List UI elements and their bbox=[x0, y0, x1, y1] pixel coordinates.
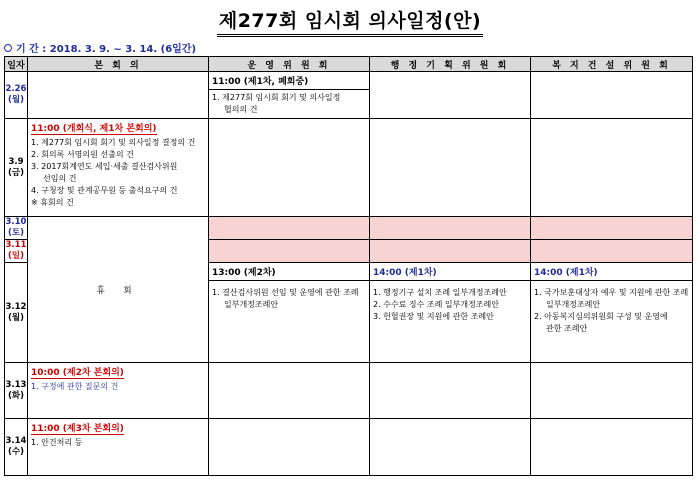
header-date: 일자 bbox=[5, 57, 28, 72]
welfare-cell bbox=[531, 419, 693, 476]
date-cell bbox=[5, 419, 28, 476]
date-text: 3.10 bbox=[5, 217, 27, 227]
header-operations: 운 영 위 원 회 bbox=[209, 57, 370, 72]
row-0314 bbox=[5, 419, 693, 476]
weekend-cell bbox=[209, 217, 370, 240]
row-0309 bbox=[5, 119, 693, 217]
header-welfare: 복 지 건 설 위 원 회 bbox=[531, 57, 693, 72]
day-text: (월) bbox=[8, 312, 24, 323]
session-heading: 11:00 (제1차, 폐회중) bbox=[209, 72, 369, 90]
date-text: 3.12 bbox=[5, 301, 27, 312]
welfare-cell bbox=[531, 263, 693, 363]
agenda-item: 1. 결산검사위원 선임 및 운영에 관한 조례 bbox=[212, 288, 359, 297]
date-text: 3.14 bbox=[5, 436, 27, 446]
agenda-item: 선임의 건 bbox=[43, 174, 77, 183]
plenary-cell bbox=[28, 419, 209, 476]
page-title: 제277회 임시회 의사일정(안) bbox=[217, 6, 483, 37]
agenda-item: 2. 회의록 서명의원 선출의 건 bbox=[31, 150, 134, 159]
welfare-cell bbox=[531, 119, 693, 217]
period-line bbox=[4, 40, 196, 55]
date-cell bbox=[5, 72, 28, 119]
session-heading: 11:00 (개회식, 제1차 본회의) bbox=[31, 124, 157, 134]
day-text: (토) bbox=[8, 228, 24, 238]
date-cell bbox=[5, 119, 28, 217]
row-0310 bbox=[5, 217, 693, 240]
header-admin: 행 정 기 획 위 원 회 bbox=[370, 57, 531, 72]
welfare-cell bbox=[531, 72, 693, 119]
admin-cell bbox=[370, 119, 531, 217]
date-text: 3.9 bbox=[8, 156, 24, 167]
agenda-item: 1. 행정기구 설치 조례 일부개정조례안 bbox=[373, 288, 507, 297]
date-cell bbox=[5, 263, 28, 363]
bullet-circle-icon bbox=[4, 44, 12, 52]
agenda-item: 관한 조례안 bbox=[546, 324, 588, 333]
weekend-cell bbox=[370, 240, 531, 263]
welfare-cell bbox=[531, 363, 693, 419]
day-text: (일) bbox=[8, 251, 24, 261]
agenda-item: 1. 구정에 관한 질문의 건 bbox=[31, 382, 119, 391]
agenda-item: 3. 헌혈권장 및 지원에 관한 조례안 bbox=[373, 312, 494, 321]
operations-cell bbox=[209, 419, 370, 476]
session-heading: 11:00 (제3차 본회의) bbox=[31, 424, 124, 434]
weekend-cell bbox=[531, 240, 693, 263]
header-plenary: 본 회 의 bbox=[28, 57, 209, 72]
date-cell bbox=[5, 217, 28, 240]
operations-cell bbox=[209, 263, 370, 363]
date-cell bbox=[5, 363, 28, 419]
session-heading: 10:00 (제2차 본회의) bbox=[31, 368, 124, 378]
date-text: 2.26 bbox=[5, 84, 27, 94]
agenda-item: 1. 제277회 임시회 회기 및 의사일정 bbox=[212, 93, 341, 102]
agenda-item: 2. 수수료 징수 조례 일부개정조례안 bbox=[373, 300, 499, 309]
header-row bbox=[5, 57, 693, 72]
admin-cell bbox=[370, 263, 531, 363]
day-text: (금) bbox=[8, 167, 24, 178]
schedule-table bbox=[4, 56, 693, 476]
agenda-note: ※ 휴회의 건 bbox=[31, 198, 74, 207]
agenda-item: 3. 2017회계연도 세입·세출 결산검사위원 bbox=[31, 162, 178, 171]
operations-cell bbox=[209, 363, 370, 419]
admin-cell bbox=[370, 363, 531, 419]
agenda-item: 일부개정조례안 bbox=[546, 300, 601, 309]
row-0313 bbox=[5, 363, 693, 419]
agenda-item: 1. 국가보훈대상자 예우 및 지원에 관한 조례 bbox=[534, 288, 689, 297]
agenda-item: 1. 제277회 임시회 회기 및 의사일정 결정의 건 bbox=[31, 138, 196, 147]
day-text: (수) bbox=[8, 447, 24, 457]
operations-cell bbox=[209, 72, 370, 119]
weekend-cell bbox=[209, 240, 370, 263]
row-0226 bbox=[5, 72, 693, 119]
agenda-item: 협의의 건 bbox=[224, 105, 258, 114]
plenary-cell bbox=[28, 363, 209, 419]
period-text: 기 간 : 2018. 3. 9. ~ 3. 14. (6일간) bbox=[16, 44, 197, 55]
agenda-item: 일부개정조례안 bbox=[224, 300, 279, 309]
session-heading: 14:00 (제1차) bbox=[531, 263, 692, 281]
date-text: 3.11 bbox=[5, 240, 27, 250]
date-text: 3.13 bbox=[5, 379, 27, 390]
admin-cell bbox=[370, 72, 531, 119]
day-text: (월) bbox=[8, 95, 24, 105]
title-wrap bbox=[0, 6, 700, 37]
day-text: (화) bbox=[8, 390, 24, 401]
plenary-cell bbox=[28, 119, 209, 217]
agenda-item: 2. 아동복지심의위원회 구성 및 운영에 bbox=[534, 312, 668, 321]
recess-cell: 휴 회 bbox=[28, 217, 209, 363]
weekend-cell bbox=[531, 217, 693, 240]
date-cell bbox=[5, 240, 28, 263]
session-heading: 14:00 (제1차) bbox=[370, 263, 530, 281]
admin-cell bbox=[370, 419, 531, 476]
agenda-item: 1. 안건처리 등 bbox=[31, 438, 83, 447]
plenary-cell bbox=[28, 72, 209, 119]
weekend-cell bbox=[370, 217, 531, 240]
operations-cell bbox=[209, 119, 370, 217]
agenda-item: 4. 구청장 및 관계공무원 등 출석요구의 건 bbox=[31, 186, 178, 195]
session-heading: 13:00 (제2차) bbox=[209, 263, 369, 281]
